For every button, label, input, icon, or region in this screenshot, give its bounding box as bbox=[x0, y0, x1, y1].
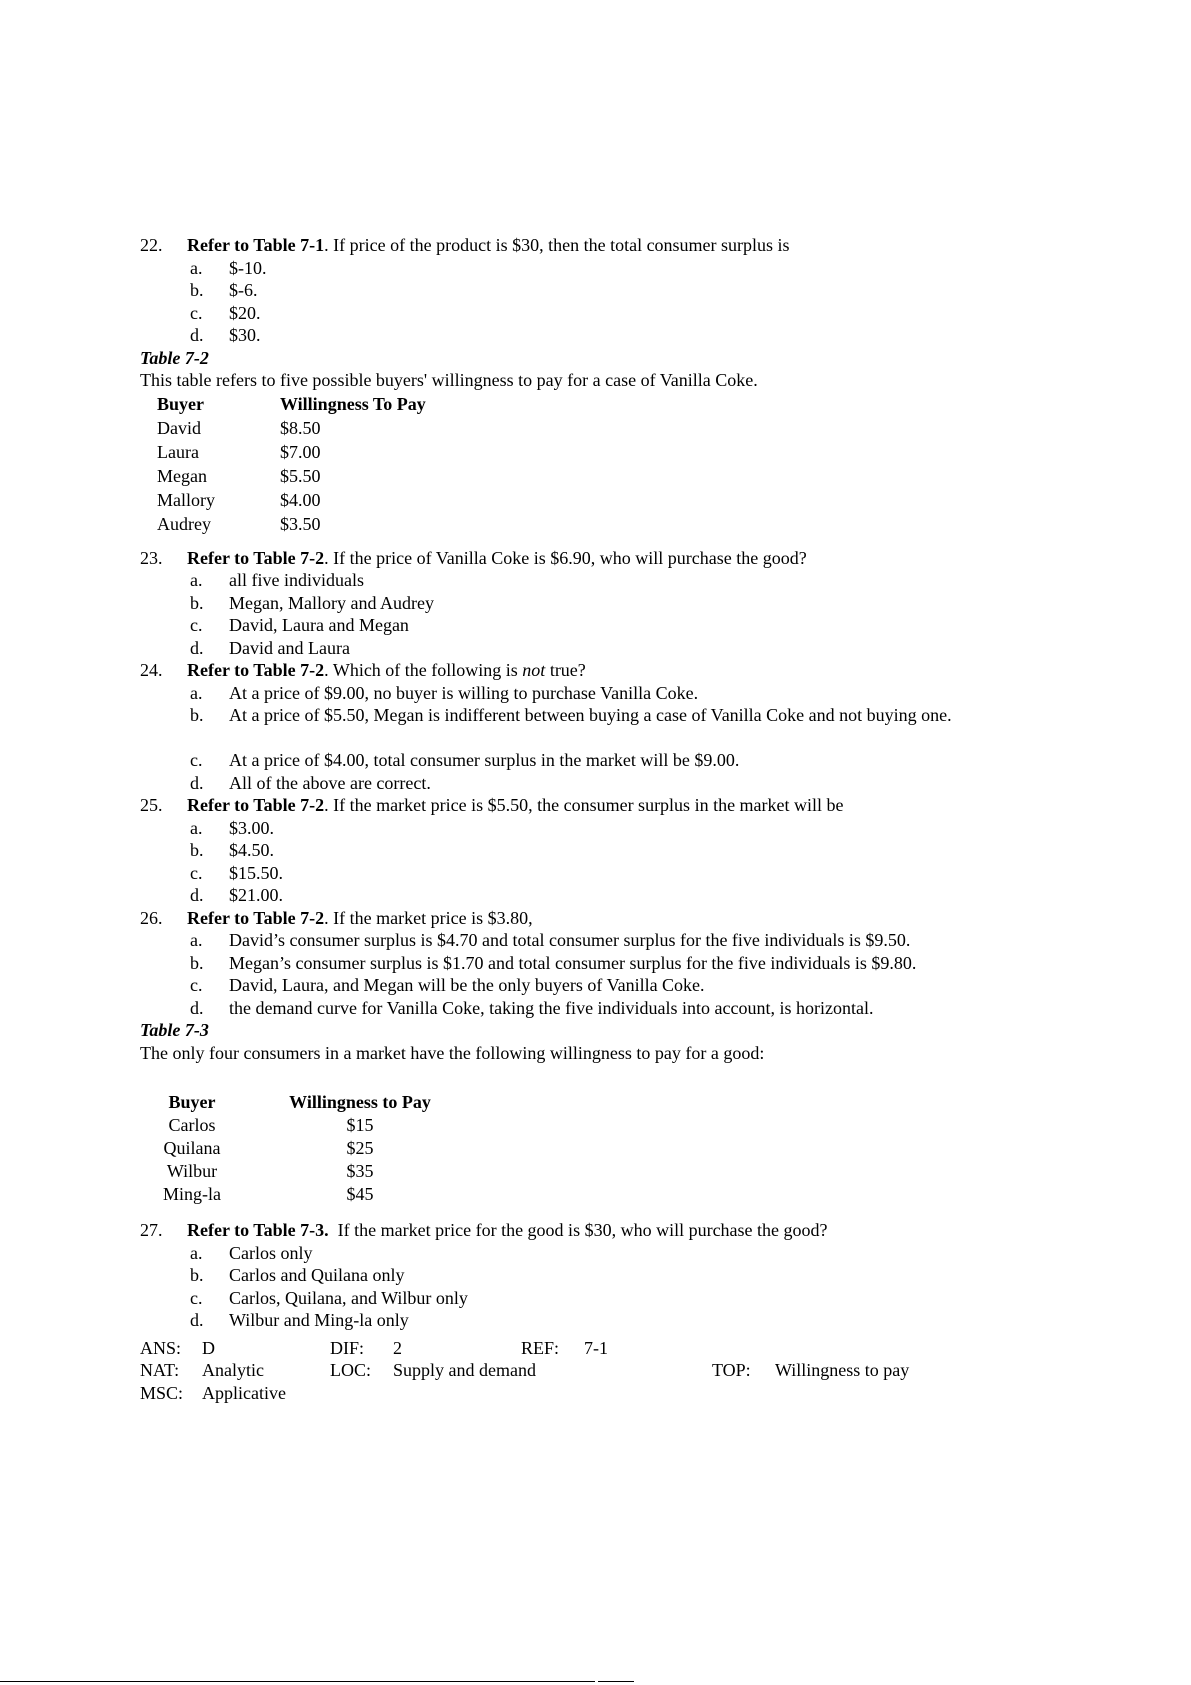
option-26d: d. the demand curve for Vanilla Coke, taking the five individuals into account, is horizontal. bbox=[190, 997, 874, 1018]
footer-rule bbox=[0, 1681, 595, 1682]
column-header: Buyer bbox=[157, 393, 204, 414]
nat-value: Analytic bbox=[202, 1360, 264, 1380]
table-header-row bbox=[152, 1091, 438, 1114]
option-25b: b. $4.50. bbox=[190, 840, 274, 860]
question-number: 27. bbox=[140, 1220, 163, 1240]
answer-row-1 bbox=[140, 1337, 1040, 1360]
question-25 bbox=[140, 794, 1040, 817]
table-7-3-title: Table 7-3 bbox=[140, 1020, 209, 1040]
question-22 bbox=[140, 234, 1040, 257]
option-25d: d. $21.00. bbox=[190, 885, 283, 905]
ref-label: REF: bbox=[521, 1337, 560, 1358]
column-header: Buyer bbox=[168, 1092, 216, 1112]
question-23 bbox=[140, 547, 1040, 570]
option-24b: b. At a price of $5.50, Megan is indifferent between buying a case of Vanilla Coke and not buying one. bbox=[190, 705, 952, 725]
table-row: Wilbur $35 bbox=[166, 1161, 374, 1181]
question-number: 25. bbox=[140, 795, 163, 815]
option-27a: a. Carlos only bbox=[190, 1242, 313, 1263]
footer-rule-short bbox=[598, 1681, 634, 1682]
question-26 bbox=[140, 907, 1040, 930]
option-23a: a. all five individuals bbox=[190, 570, 364, 590]
table-row: Megan $5.50 bbox=[157, 465, 321, 486]
question-24: 24. Refer to Table 7-2. Which of the following is not true? bbox=[140, 660, 586, 680]
table-7-3 bbox=[152, 1091, 438, 1206]
table-7-3-description: The only four consumers in a market have the following willingness to pay for a good: bbox=[140, 1042, 765, 1063]
loc-value: Supply and demand bbox=[393, 1360, 536, 1380]
option-27b: b. Carlos and Quilana only bbox=[190, 1265, 405, 1285]
question-number: 24. bbox=[140, 660, 163, 680]
option-27c: c. Carlos, Quilana, and Wilbur only bbox=[190, 1287, 468, 1308]
column-header: Willingness To Pay bbox=[280, 393, 426, 414]
question-text: . If the market price is $5.50, the consumer surplus in the market will be bbox=[324, 795, 844, 815]
table-reference: Refer to Table 7-2 bbox=[187, 660, 325, 680]
table-row: Carlos $15 bbox=[168, 1115, 374, 1135]
question-27 bbox=[140, 1219, 1040, 1242]
option-24d: d. All of the above are correct. bbox=[190, 772, 431, 793]
table-7-2-title: Table 7-2 bbox=[140, 347, 209, 368]
column-header: Willingness to Pay bbox=[289, 1092, 431, 1112]
dif-value: 2 bbox=[393, 1337, 402, 1358]
option-23c: c. David, Laura and Megan bbox=[190, 615, 409, 635]
question-number: 23. bbox=[140, 547, 163, 568]
option-25c: c. $15.50. bbox=[190, 862, 283, 883]
table-reference: Refer to Table 7-2 bbox=[187, 907, 325, 928]
nat-label: NAT: bbox=[140, 1360, 180, 1380]
table-reference: Refer to Table 7-3. bbox=[187, 1220, 329, 1240]
table-row: Mallory $4.00 bbox=[157, 489, 321, 510]
table-reference: Refer to Table 7-2 bbox=[187, 795, 325, 815]
question-text: If the market price for the good is $30, who will purchase the good? bbox=[328, 1220, 828, 1240]
table-reference: Refer to Table 7-2 bbox=[187, 547, 325, 568]
table-header-row bbox=[157, 392, 426, 416]
option-26c: c. David, Laura, and Megan will be the only buyers of Vanilla Coke. bbox=[190, 975, 705, 995]
answer-row-2 bbox=[140, 1359, 1040, 1382]
top-value: Willingness to pay bbox=[775, 1360, 910, 1380]
dif-label: DIF: bbox=[330, 1337, 365, 1358]
table-row: Laura $7.00 bbox=[157, 441, 321, 462]
table-row: David $8.50 bbox=[157, 417, 321, 438]
ans-value: D bbox=[202, 1337, 215, 1358]
table-row: Audrey $3.50 bbox=[157, 513, 321, 534]
question-number: 26. bbox=[140, 907, 163, 928]
option-22b: b. $-6. bbox=[190, 280, 258, 300]
option-27d: d. Wilbur and Ming-la only bbox=[190, 1310, 409, 1330]
option-23b: b. Megan, Mallory and Audrey bbox=[190, 592, 434, 613]
option-23d: d. David and Laura bbox=[190, 637, 350, 658]
msc-label: MSC: bbox=[140, 1382, 184, 1403]
table-reference: Refer to Table 7-1 bbox=[187, 235, 325, 255]
table-7-2-description: This table refers to five possible buyers' willingness to pay for a case of Vanilla Coke. bbox=[140, 370, 758, 390]
option-26a: a. David’s consumer surplus is $4.70 and total consumer surplus for the five individuals is $9.50. bbox=[190, 930, 911, 950]
option-22c: c. $20. bbox=[190, 302, 261, 323]
ans-label: ANS: bbox=[140, 1337, 182, 1358]
option-22a: a. $-10. bbox=[190, 257, 267, 278]
option-24c: c. At a price of $4.00, total consumer surplus in the market will be $9.00. bbox=[190, 750, 740, 770]
document-page bbox=[140, 234, 1040, 1404]
table-7-2 bbox=[157, 392, 426, 536]
question-text: . If the price of Vanilla Coke is $6.90, who will purchase the good? bbox=[324, 547, 807, 568]
question-number: 22. bbox=[140, 235, 163, 255]
table-row: Quilana $25 bbox=[163, 1138, 374, 1158]
option-22d: d. $30. bbox=[190, 325, 261, 345]
loc-label: LOC: bbox=[330, 1360, 372, 1380]
table-row: Ming-la $45 bbox=[163, 1184, 374, 1204]
question-text: . If price of the product is $30, then the total consumer surplus is bbox=[324, 235, 790, 255]
option-25a: a. $3.00. bbox=[190, 817, 274, 838]
answer-row-3 bbox=[140, 1382, 1040, 1405]
msc-value: Applicative bbox=[202, 1382, 286, 1403]
option-24a: a. At a price of $9.00, no buyer is willing to purchase Vanilla Coke. bbox=[190, 682, 699, 703]
ref-value: 7-1 bbox=[584, 1337, 608, 1358]
question-text: . If the market price is $3.80, bbox=[324, 907, 533, 928]
top-label: TOP: bbox=[712, 1360, 751, 1380]
option-26b: b. Megan’s consumer surplus is $1.70 and total consumer surplus for the five individuals is $9.80. bbox=[190, 952, 917, 973]
